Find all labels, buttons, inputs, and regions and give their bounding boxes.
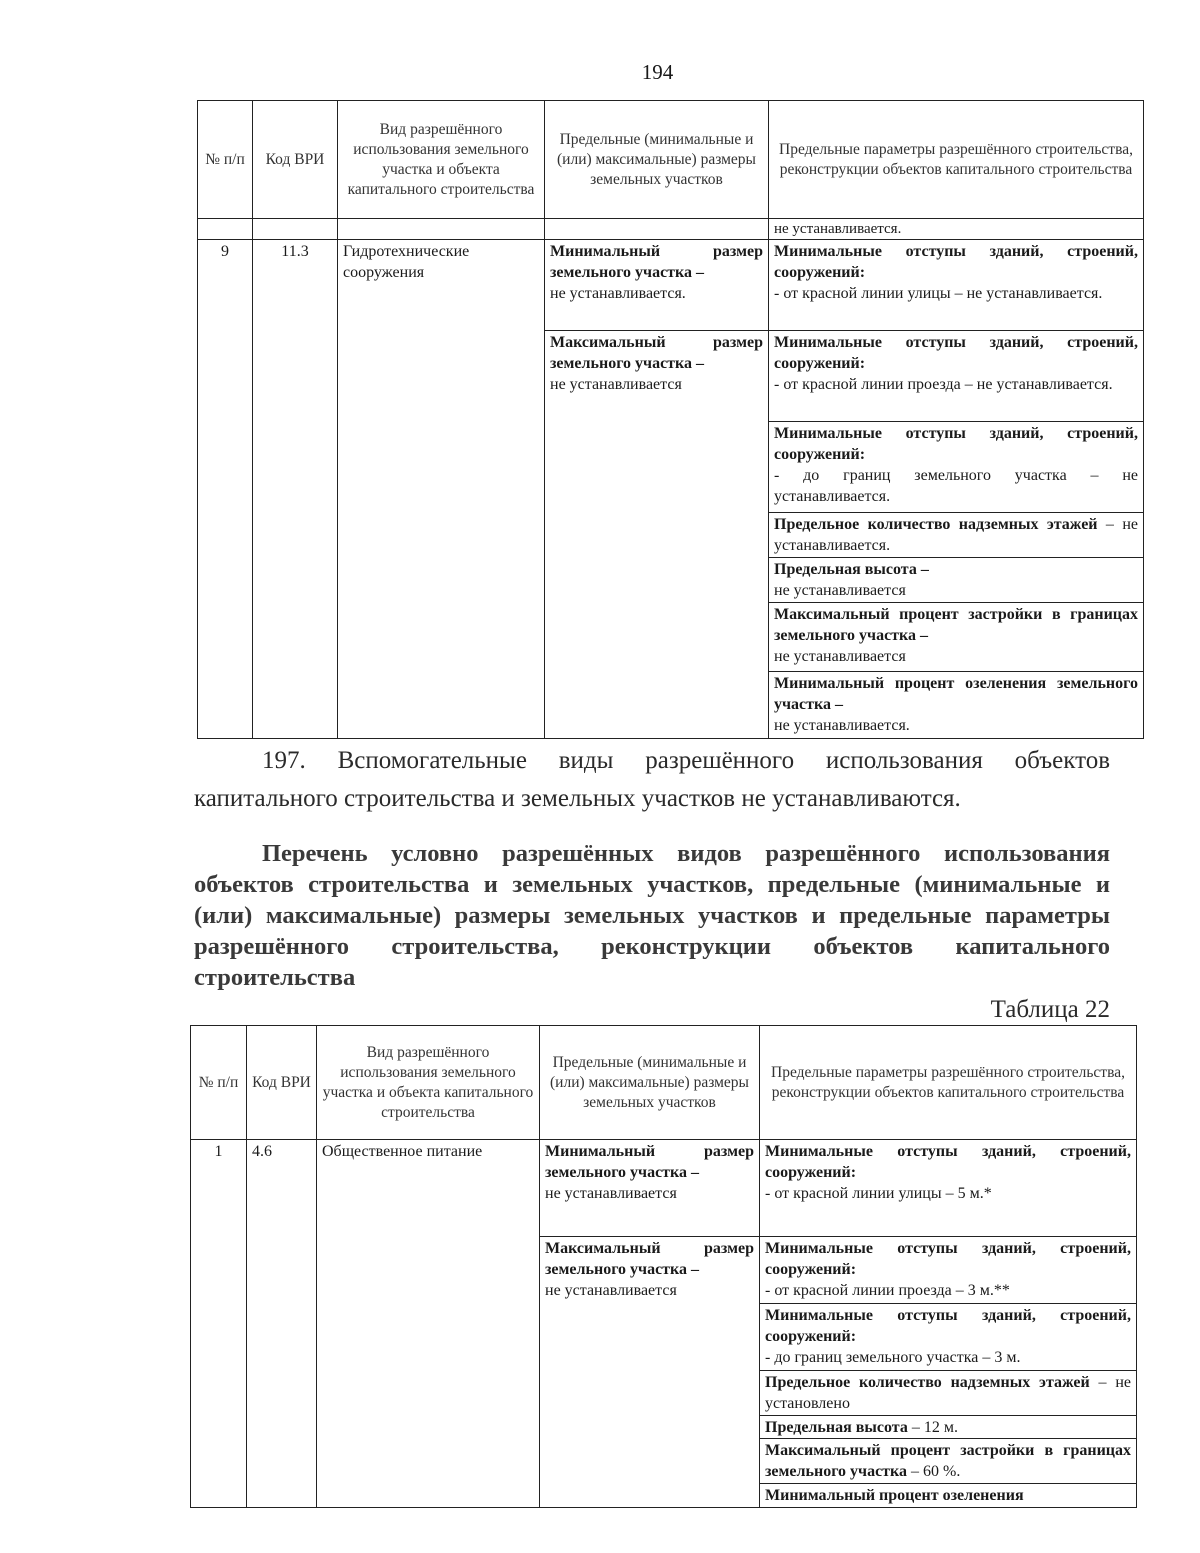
page-number: 194: [641, 60, 674, 84]
header-code: Код ВРИ: [253, 101, 338, 219]
size-max-title: Максимальный размер земельного участка –: [545, 1240, 754, 1278]
row-size: [540, 1140, 760, 1508]
carry-over-text: не устанавливается.: [769, 219, 1144, 240]
param-item: Предельное количество надземных этажей – не установлено: [760, 1370, 1136, 1415]
table-label: Таблица 22: [990, 996, 1110, 1023]
param-item: Предельное количество надземных этажей – не устанавливается.: [769, 512, 1143, 557]
size-min-value: не устанавливается: [545, 1185, 677, 1202]
param-item: Минимальный процент озеленения: [760, 1483, 1136, 1506]
carry-over-row: [198, 219, 1144, 240]
param-item: Минимальные отступы зданий, строений, сооружений: - от красной линии улицы – не устанавливается.: [774, 243, 1138, 302]
row-params: [769, 240, 1144, 739]
row-use: Гидротехнические сооружения: [338, 240, 545, 739]
header-use: Вид разрешённого использования земельного участка и объекта капитального строительства: [317, 1026, 540, 1140]
paragraph-197: 197. Вспомогательные виды разрешённого использования объектов капитального строительства и земельных участков не устанавливаются.: [194, 747, 1110, 812]
param-item: Минимальный процент озеленения земельного участка – не устанавливается.: [769, 671, 1143, 738]
param-item: Максимальный процент застройки в границах земельного участка – не устанавливается: [769, 602, 1143, 671]
section-heading: Перечень условно разрешённых видов разрешённого использования объектов строительства и земельных участков, предельные (минимальные и (или) максимальные) размеры земельных участков и предельные параметры разрешённого строительства, реконструкции объектов капитального строительства: [194, 840, 1110, 991]
param-item: Минимальные отступы зданий, строений, сооружений: - до границ земельного участка – 3 м.: [760, 1303, 1136, 1370]
row-use: Общественное питание: [317, 1140, 540, 1508]
header-num: № п/п: [191, 1026, 247, 1140]
table-row: [191, 1140, 1137, 1508]
param-item: Минимальные отступы зданий, строений, сооружений: - от красной линии проезда – 3 м.**: [760, 1236, 1136, 1303]
header-size: Предельные (минимальные и (или) максимальные) размеры земельных участков: [540, 1026, 760, 1140]
table-header-row: [191, 1026, 1137, 1140]
row-code: 4.6: [247, 1140, 317, 1508]
param-item: Предельная высота – 12 м.: [760, 1415, 1136, 1438]
row-params: [760, 1140, 1137, 1508]
row-code: 11.3: [253, 240, 338, 739]
size-min-value: не устанавливается.: [550, 285, 686, 302]
param-item: Минимальные отступы зданий, строений, сооружений: - от красной линии проезда – не устанавливается.: [769, 330, 1143, 421]
size-max-value: не устанавливается: [550, 376, 682, 393]
size-max-title: Максимальный размер земельного участка –: [550, 334, 763, 372]
header-num: № п/п: [198, 101, 253, 219]
row-num: 1: [191, 1140, 247, 1508]
header-params: Предельные параметры разрешённого строительства, реконструкции объектов капитального строительства: [760, 1026, 1137, 1140]
row-size: [545, 240, 769, 739]
row-num: 9: [198, 240, 253, 739]
header-code: Код ВРИ: [247, 1026, 317, 1140]
param-item: Максимальный процент застройки в границах земельного участка – 60 %.: [760, 1438, 1136, 1483]
size-min-title: Минимальный размер земельного участка –: [550, 243, 763, 281]
table-header-row: [198, 101, 1144, 219]
table-row: [198, 240, 1144, 739]
header-use: Вид разрешённого использования земельного участка и объекта капитального строительства: [338, 101, 545, 219]
size-min-title: Минимальный размер земельного участка –: [545, 1143, 754, 1181]
size-max-value: не устанавливается: [545, 1282, 677, 1299]
conditional-use-table: [190, 1025, 1137, 1508]
param-item: Предельная высота – не устанавливается: [769, 557, 1143, 602]
param-item: Минимальные отступы зданий, строений, сооружений: - от красной линии улицы – 5 м.*: [765, 1143, 1131, 1202]
param-item: Минимальные отступы зданий, строений, сооружений: - до границ земельного участка – не устанавливается.: [769, 421, 1143, 512]
header-params: Предельные параметры разрешённого строительства, реконструкции объектов капитального строительства: [769, 101, 1144, 219]
header-size: Предельные (минимальные и (или) максимальные) размеры земельных участков: [545, 101, 769, 219]
permitted-use-table-continued: [197, 100, 1144, 739]
